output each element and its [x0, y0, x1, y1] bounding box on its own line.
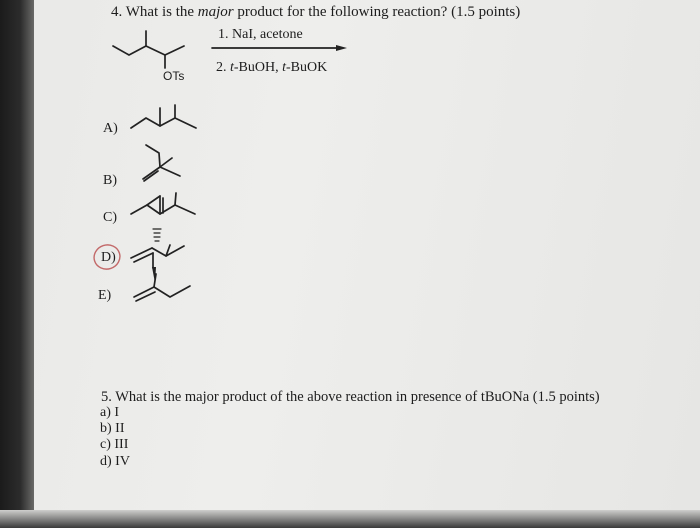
- option-d-label: D): [101, 250, 116, 265]
- reactant-structure: [113, 31, 184, 68]
- option-c-structure: [131, 193, 195, 214]
- option-b-structure: [143, 145, 180, 181]
- option-a-structure: [131, 105, 196, 128]
- option-d-structure: [131, 245, 184, 268]
- question-5: 5. What is the major product of the above reaction in presence of tBuONa (1.5 points): [101, 389, 600, 405]
- answer-circle: [91, 242, 123, 273]
- question-4: 4. What is the major product for the following reaction? (1.5 points): [111, 4, 521, 20]
- answer-c: c) III: [100, 437, 129, 452]
- option-c-label: C): [103, 210, 117, 225]
- ots-label: OTs: [163, 69, 185, 83]
- option-a-label: A): [103, 121, 118, 136]
- reagent-step-1: 1. NaI, acetone: [218, 27, 303, 42]
- option-e-structure: [134, 274, 190, 301]
- answer-a: a) I: [100, 405, 120, 420]
- hashed-wedge: [153, 229, 161, 241]
- option-b-label: B): [103, 173, 117, 188]
- answer-b: b) II: [100, 421, 125, 436]
- reagent-step-2: 2. t-BuOH, t-BuOK: [216, 60, 328, 75]
- reaction-arrow: [212, 45, 347, 51]
- answer-d: d) IV: [100, 454, 130, 469]
- option-e-label: E): [98, 288, 112, 303]
